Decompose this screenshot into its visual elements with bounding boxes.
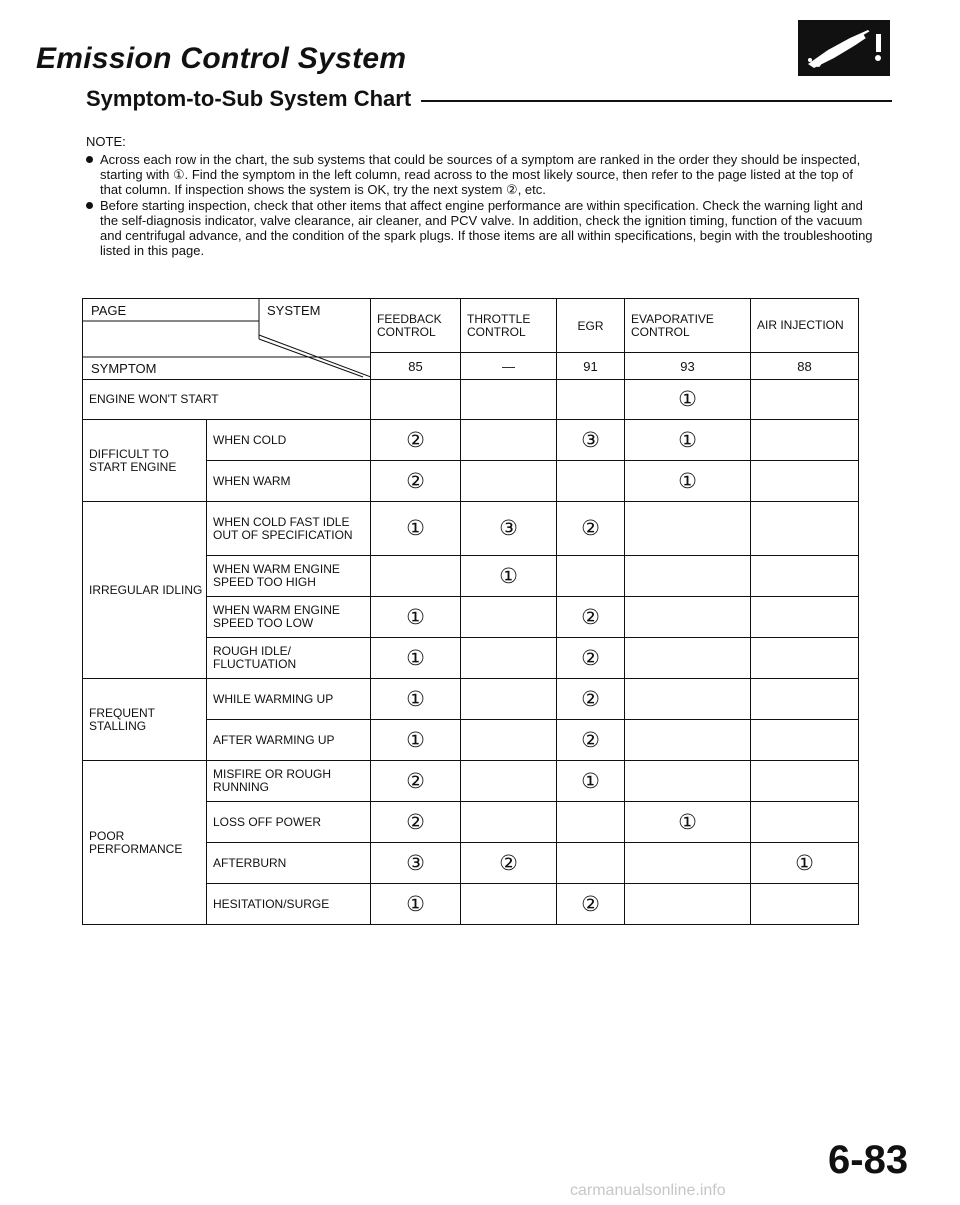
rank-mark: ①	[625, 380, 751, 420]
table-row	[83, 420, 859, 461]
page-ref-throttle: —	[461, 353, 557, 380]
system-header-throttle: THROTTLE CONTROL	[461, 299, 557, 353]
rank-mark: ②	[371, 761, 461, 802]
symptom-cold-fast-idle: WHEN COLD FAST IDLE OUT OF SPECIFICATION	[207, 502, 371, 556]
subtitle-row	[86, 86, 892, 116]
symptom-loss-of-power: LOSS OFF POWER	[207, 802, 371, 843]
rank-mark	[371, 556, 461, 597]
note-item	[86, 198, 876, 258]
system-header-feedback: FEEDBACK CONTROL	[371, 299, 461, 353]
rank-mark	[557, 802, 625, 843]
rank-mark	[461, 761, 557, 802]
symptom-warm-speed-low: WHEN WARM ENGINE SPEED TOO LOW	[207, 597, 371, 638]
rank-mark	[625, 761, 751, 802]
rank-mark	[751, 761, 859, 802]
rank-mark	[557, 461, 625, 502]
page-ref-evaporative: 93	[625, 353, 751, 380]
symptom-hesitation: HESITATION/SURGE	[207, 884, 371, 925]
rank-mark	[625, 638, 751, 679]
rank-mark: ①	[751, 843, 859, 884]
symptom-label: SYMPTOM	[91, 361, 157, 376]
page-ref-feedback: 85	[371, 353, 461, 380]
rank-mark: ①	[557, 761, 625, 802]
rank-mark: ②	[371, 802, 461, 843]
note-text: Before starting inspection, check that other items that affect engine performance are within specification. Check the warning light and the self-diagnosis indicator, valve clearance, air cleaner, and PCV valve. In addition, check the ignition timing, function of the vacuum and centrifugal advance, and the condition of the spark plugs. If those items are all within specifications, begin with the troubleshooting listed in this page.	[100, 198, 873, 258]
rank-mark	[751, 802, 859, 843]
table-row	[83, 679, 859, 720]
rank-mark	[461, 638, 557, 679]
symptom-when-warm: WHEN WARM	[207, 461, 371, 502]
symptom-group-frequent-stalling: FREQUENT STALLING	[83, 679, 207, 761]
rank-mark: ②	[557, 638, 625, 679]
page-title: Emission Control System	[36, 42, 407, 75]
rank-mark	[625, 502, 751, 556]
symptom-group-difficult-to-start: DIFFICULT TO START ENGINE	[83, 420, 207, 502]
rank-mark: ①	[371, 884, 461, 925]
bullet-icon	[86, 156, 93, 163]
rank-mark	[557, 380, 625, 420]
rank-mark: ③	[461, 502, 557, 556]
system-header-air-injection: AIR INJECTION	[751, 299, 859, 353]
rank-mark	[751, 884, 859, 925]
rank-mark	[461, 420, 557, 461]
system-label: SYSTEM	[267, 303, 321, 318]
table-corner	[83, 299, 371, 380]
rank-mark: ②	[371, 420, 461, 461]
rank-mark	[751, 502, 859, 556]
rank-mark	[751, 597, 859, 638]
page-label: PAGE	[91, 303, 127, 318]
symptom-group-poor-performance: POOR PERFORMANCE	[83, 761, 207, 925]
table-row	[83, 380, 859, 420]
watermark: carmanualsonline.info	[570, 1182, 726, 1199]
system-header-egr: EGR	[557, 299, 625, 353]
note-list	[86, 152, 876, 259]
rank-mark	[751, 380, 859, 420]
symptom-table	[82, 298, 859, 925]
page-number: 6-83	[828, 1138, 909, 1182]
rank-mark	[461, 679, 557, 720]
rank-mark: ①	[371, 638, 461, 679]
symptom-afterburn: AFTERBURN	[207, 843, 371, 884]
table-row	[83, 502, 859, 556]
rank-mark	[461, 720, 557, 761]
note-text: Across each row in the chart, the sub systems that could be sources of a symptom are ranked in the order they should be inspected, starting with ①. Find the symptom in the left column, read across to the most likely source, then refer to the page listed at the top of that column. If inspection shows the system is OK, try the next system ②, etc.	[100, 152, 861, 197]
rank-mark: ①	[625, 461, 751, 502]
note-item	[86, 152, 876, 197]
rank-mark: ②	[557, 502, 625, 556]
symptom-when-cold: WHEN COLD	[207, 420, 371, 461]
rank-mark: ①	[371, 597, 461, 638]
symptom-engine-wont-start: ENGINE WON'T START	[83, 380, 371, 420]
rank-mark: ①	[371, 720, 461, 761]
rank-mark	[461, 802, 557, 843]
rank-mark: ②	[557, 679, 625, 720]
rank-mark: ②	[461, 843, 557, 884]
page-ref-air-injection: 88	[751, 353, 859, 380]
rank-mark	[461, 380, 557, 420]
rank-mark	[371, 380, 461, 420]
rank-mark: ①	[625, 420, 751, 461]
rank-mark	[751, 679, 859, 720]
symptom-rough-idle: ROUGH IDLE/ FLUCTUATION	[207, 638, 371, 679]
rank-mark: ②	[557, 884, 625, 925]
table-row	[83, 761, 859, 802]
emission-logo-icon	[798, 20, 890, 76]
rank-mark	[751, 420, 859, 461]
rank-mark	[625, 884, 751, 925]
rank-mark	[751, 461, 859, 502]
note-heading: NOTE:	[86, 134, 126, 149]
symptom-group-irregular-idling: IRREGULAR IDLING	[83, 502, 207, 679]
symptom-misfire: MISFIRE OR ROUGH RUNNING	[207, 761, 371, 802]
rank-mark: ②	[371, 461, 461, 502]
symptom-chart	[82, 298, 859, 925]
symptom-warm-speed-high: WHEN WARM ENGINE SPEED TOO HIGH	[207, 556, 371, 597]
rank-mark	[557, 843, 625, 884]
rank-mark: ③	[371, 843, 461, 884]
rank-mark: ①	[461, 556, 557, 597]
rank-mark	[461, 461, 557, 502]
rank-mark	[625, 720, 751, 761]
rank-mark: ①	[371, 679, 461, 720]
bullet-icon	[86, 202, 93, 209]
rank-mark	[557, 556, 625, 597]
system-header-evaporative: EVAPORATIVE CONTROL	[625, 299, 751, 353]
rank-mark: ①	[625, 802, 751, 843]
rank-mark: ③	[557, 420, 625, 461]
rank-mark	[625, 556, 751, 597]
chart-subtitle: Symptom-to-Sub System Chart	[86, 86, 421, 112]
rank-mark	[625, 679, 751, 720]
rank-mark	[625, 597, 751, 638]
rank-mark: ①	[371, 502, 461, 556]
rank-mark	[461, 884, 557, 925]
rank-mark: ②	[557, 597, 625, 638]
rank-mark	[625, 843, 751, 884]
rank-mark: ②	[557, 720, 625, 761]
rank-mark	[751, 638, 859, 679]
rank-mark	[751, 720, 859, 761]
symptom-while-warming: WHILE WARMING UP	[207, 679, 371, 720]
page-ref-egr: 91	[557, 353, 625, 380]
rank-mark	[461, 597, 557, 638]
symptom-after-warming: AFTER WARMING UP	[207, 720, 371, 761]
rank-mark	[751, 556, 859, 597]
